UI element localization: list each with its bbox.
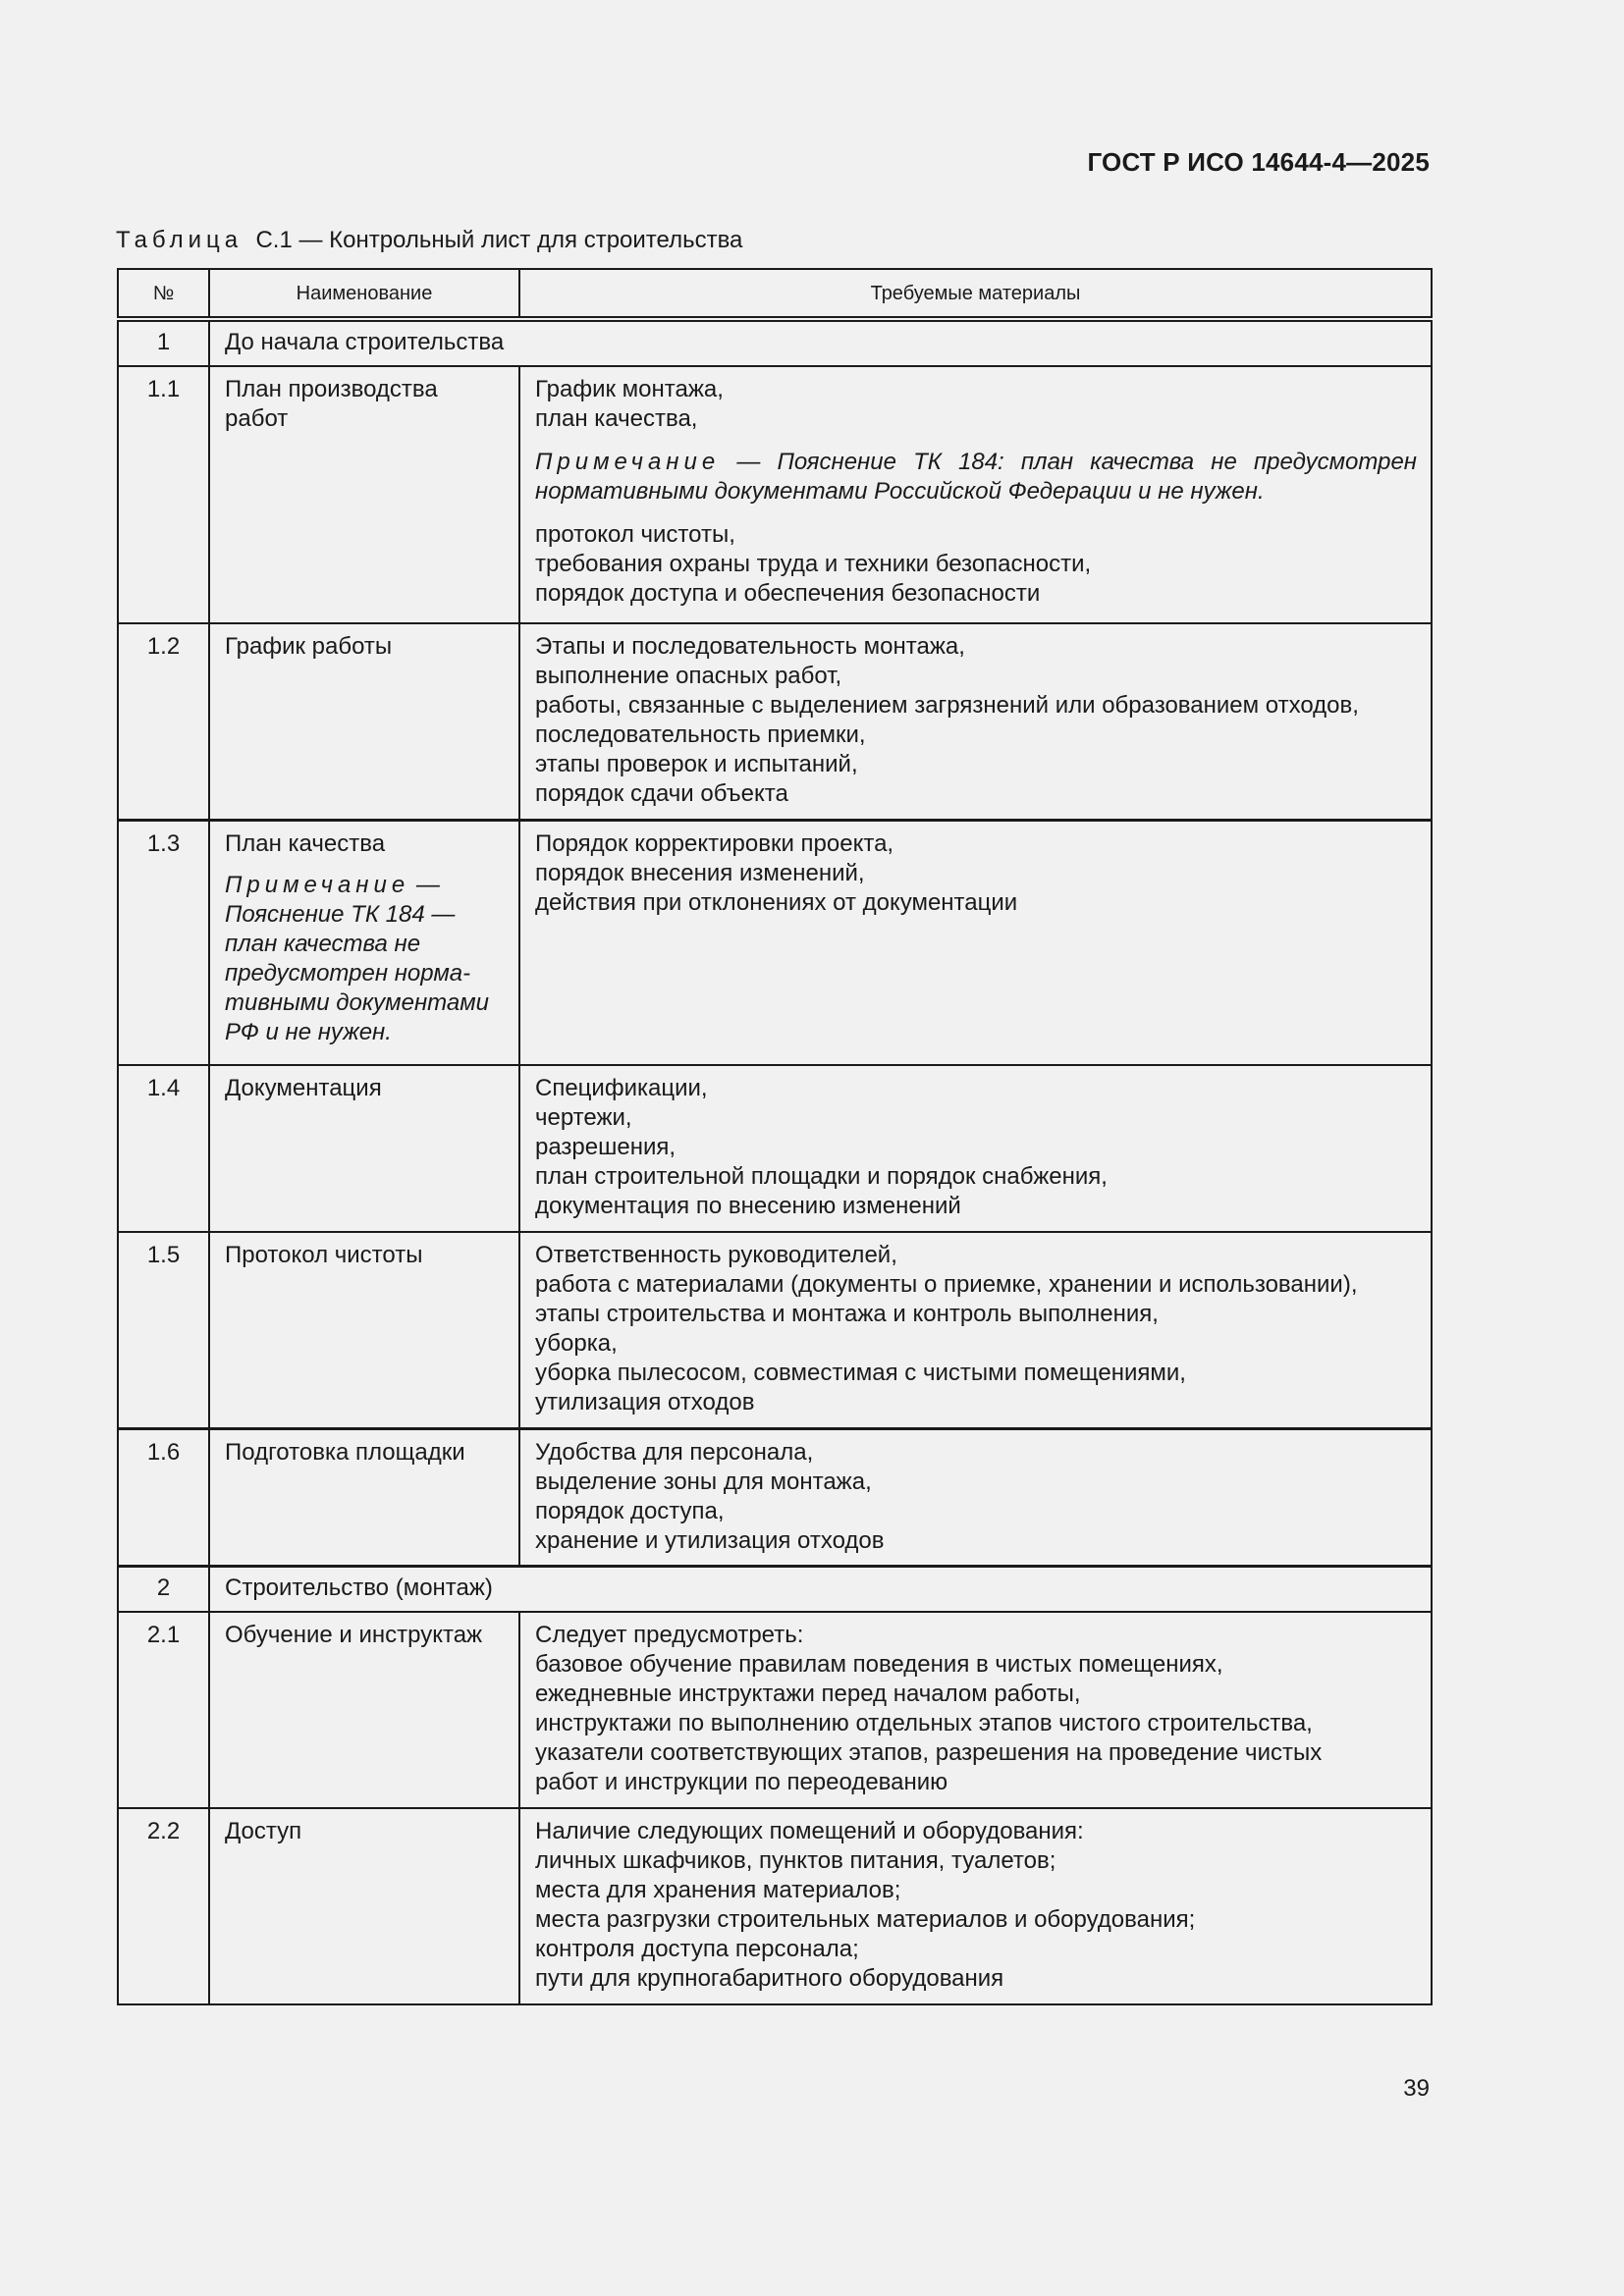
material-line: чертежи, bbox=[535, 1104, 632, 1131]
note-text: — Пояснение ТК 184: план качества не предусмотрен нормативными документами Российской Федерации и не нужен. bbox=[535, 449, 1418, 505]
material-line: этапы проверок и испытаний, bbox=[535, 751, 858, 777]
row-materials-cell bbox=[519, 1232, 1432, 1428]
page-number: 39 bbox=[1403, 2075, 1430, 2102]
material-line: контроля доступа персонала; bbox=[535, 1935, 859, 1962]
row-materials-cell bbox=[519, 1428, 1432, 1566]
table-row bbox=[118, 1428, 1432, 1566]
row-name: План производства работ bbox=[225, 376, 438, 432]
row-number: 1.5 bbox=[118, 1232, 209, 1428]
row-name-cell bbox=[209, 366, 519, 623]
row-name: Обучение и инструктаж bbox=[225, 1621, 483, 1648]
material-line: порядок доступа и обеспечения безопасности bbox=[535, 580, 1041, 607]
material-line: Спецификации, bbox=[535, 1075, 708, 1101]
table-row bbox=[118, 820, 1432, 1065]
material-line: Наличие следующих помещений и оборудования: bbox=[535, 1817, 1084, 1844]
table-row bbox=[118, 1065, 1432, 1232]
material-line: выделение зоны для монтажа, bbox=[535, 1468, 872, 1495]
table-row bbox=[118, 366, 1432, 623]
row-number: 1 bbox=[118, 319, 209, 366]
material-line: работ и инструкции по переодеванию bbox=[535, 1768, 948, 1795]
material-line: выполнение опасных работ, bbox=[535, 663, 842, 689]
row-materials-cell bbox=[519, 1612, 1432, 1808]
document-code: ГОСТ Р ИСО 14644-4—2025 bbox=[1087, 147, 1430, 177]
material-line: хранение и утилизация отходов bbox=[535, 1526, 885, 1554]
material-line: личных шкафчиков, пунктов питания, туалетов; bbox=[535, 1846, 1056, 1874]
row-name: План качества bbox=[225, 829, 386, 857]
material-line: план качества, bbox=[535, 405, 698, 432]
row-name-cell bbox=[209, 623, 519, 820]
material-line: протокол чистоты, bbox=[535, 521, 735, 548]
material-line: порядок сдачи объекта bbox=[535, 780, 788, 807]
table-row bbox=[118, 623, 1432, 820]
material-line: порядок доступа, bbox=[535, 1497, 725, 1524]
row-materials-cell bbox=[519, 623, 1432, 820]
materials-note bbox=[535, 448, 1417, 507]
material-line: разрешения, bbox=[535, 1134, 677, 1160]
row-materials-cell bbox=[519, 1065, 1432, 1232]
material-line: уборка, bbox=[535, 1330, 618, 1357]
row-name-cell bbox=[209, 1428, 519, 1566]
row-name: Доступ bbox=[225, 1817, 302, 1844]
material-line: утилизация отходов bbox=[535, 1389, 755, 1415]
header-number: № bbox=[118, 269, 209, 319]
material-line: Порядок корректировки проекта, bbox=[535, 829, 894, 857]
material-line: базовое обучение правилам поведения в чистых помещениях, bbox=[535, 1650, 1223, 1678]
header-name: Наименование bbox=[209, 269, 519, 319]
material-line: указатели соответствующих этапов, разрешения на проведение чистых bbox=[535, 1738, 1323, 1766]
material-line: Ответственность руководителей, bbox=[535, 1242, 897, 1268]
row-name-cell bbox=[209, 1232, 519, 1428]
table-row bbox=[118, 1232, 1432, 1428]
row-name-cell bbox=[209, 1612, 519, 1808]
material-line: этапы строительства и монтажа и контроль выполнения, bbox=[535, 1301, 1159, 1327]
caption-label: Таблица bbox=[116, 227, 244, 253]
row-number: 2.2 bbox=[118, 1808, 209, 2004]
material-line: уборка пылесосом, совместимая с чистыми помещениями, bbox=[535, 1360, 1186, 1386]
material-line: Удобства для персонала, bbox=[535, 1438, 814, 1466]
row-materials-cell bbox=[519, 820, 1432, 1065]
material-line: пути для крупногабаритного оборудования bbox=[535, 1964, 1004, 1992]
note-text: — Пояснение ТК 184 — план качества не предусмотрен норма-тивными документами РФ и не нужен. bbox=[225, 871, 490, 1045]
table-row bbox=[118, 1808, 1432, 2004]
section-row bbox=[118, 319, 1432, 366]
row-materials-cell bbox=[519, 1808, 1432, 2004]
note-label: Примечание bbox=[535, 449, 721, 475]
row-name-cell bbox=[209, 1808, 519, 2004]
material-line: последовательность приемки, bbox=[535, 721, 866, 748]
material-line: График монтажа, bbox=[535, 376, 724, 402]
material-line: работа с материалами (документы о приемке, хранении и использовании), bbox=[535, 1271, 1358, 1298]
material-line: документация по внесению изменений bbox=[535, 1193, 961, 1219]
row-name-cell bbox=[209, 820, 519, 1065]
row-number: 1.2 bbox=[118, 623, 209, 820]
row-number: 2 bbox=[118, 1566, 209, 1612]
row-materials-cell bbox=[519, 366, 1432, 623]
row-number: 1.4 bbox=[118, 1065, 209, 1232]
table-header-row bbox=[118, 269, 1432, 319]
section-row bbox=[118, 1566, 1432, 1612]
row-name-note bbox=[225, 871, 505, 1047]
row-name-cell bbox=[209, 1065, 519, 1232]
material-line: действия при отклонениях от документации bbox=[535, 888, 1018, 916]
material-line: Следует предусмотреть: bbox=[535, 1621, 804, 1648]
section-title: До начала строительства bbox=[209, 319, 1432, 366]
material-line: инструктажи по выполнению отдельных этапов чистого строительства, bbox=[535, 1709, 1313, 1736]
material-line: требования охраны труда и техники безопасности, bbox=[535, 551, 1092, 577]
caption-text: С.1 — Контрольный лист для строительства bbox=[255, 227, 743, 253]
material-line: план строительной площадки и порядок снабжения, bbox=[535, 1163, 1108, 1190]
row-name: Документация bbox=[225, 1075, 382, 1101]
row-number: 1.6 bbox=[118, 1428, 209, 1566]
row-number: 1.1 bbox=[118, 366, 209, 623]
material-line: места для хранения материалов; bbox=[535, 1876, 901, 1903]
row-name: Протокол чистоты bbox=[225, 1242, 423, 1268]
checklist-table bbox=[117, 268, 1433, 2005]
material-line: места разгрузки строительных материалов и оборудования; bbox=[535, 1905, 1196, 1933]
row-name: Подготовка площадки bbox=[225, 1438, 465, 1466]
table-row bbox=[118, 1612, 1432, 1808]
material-line: Этапы и последовательность монтажа, bbox=[535, 633, 965, 660]
row-name: График работы bbox=[225, 633, 393, 660]
row-number: 1.3 bbox=[118, 820, 209, 1065]
note-label: Примечание bbox=[225, 871, 410, 898]
table-caption bbox=[116, 227, 742, 254]
material-line: ежедневные инструктажи перед началом работы, bbox=[535, 1680, 1081, 1707]
table-body bbox=[118, 319, 1432, 2004]
header-materials: Требуемые материалы bbox=[519, 269, 1432, 319]
checklist-table-container bbox=[117, 268, 1431, 2005]
row-number: 2.1 bbox=[118, 1612, 209, 1808]
material-line: работы, связанные с выделением загрязнений или образованием отходов, bbox=[535, 692, 1359, 719]
section-title: Строительство (монтаж) bbox=[209, 1566, 1432, 1612]
material-line: порядок внесения изменений, bbox=[535, 859, 865, 886]
